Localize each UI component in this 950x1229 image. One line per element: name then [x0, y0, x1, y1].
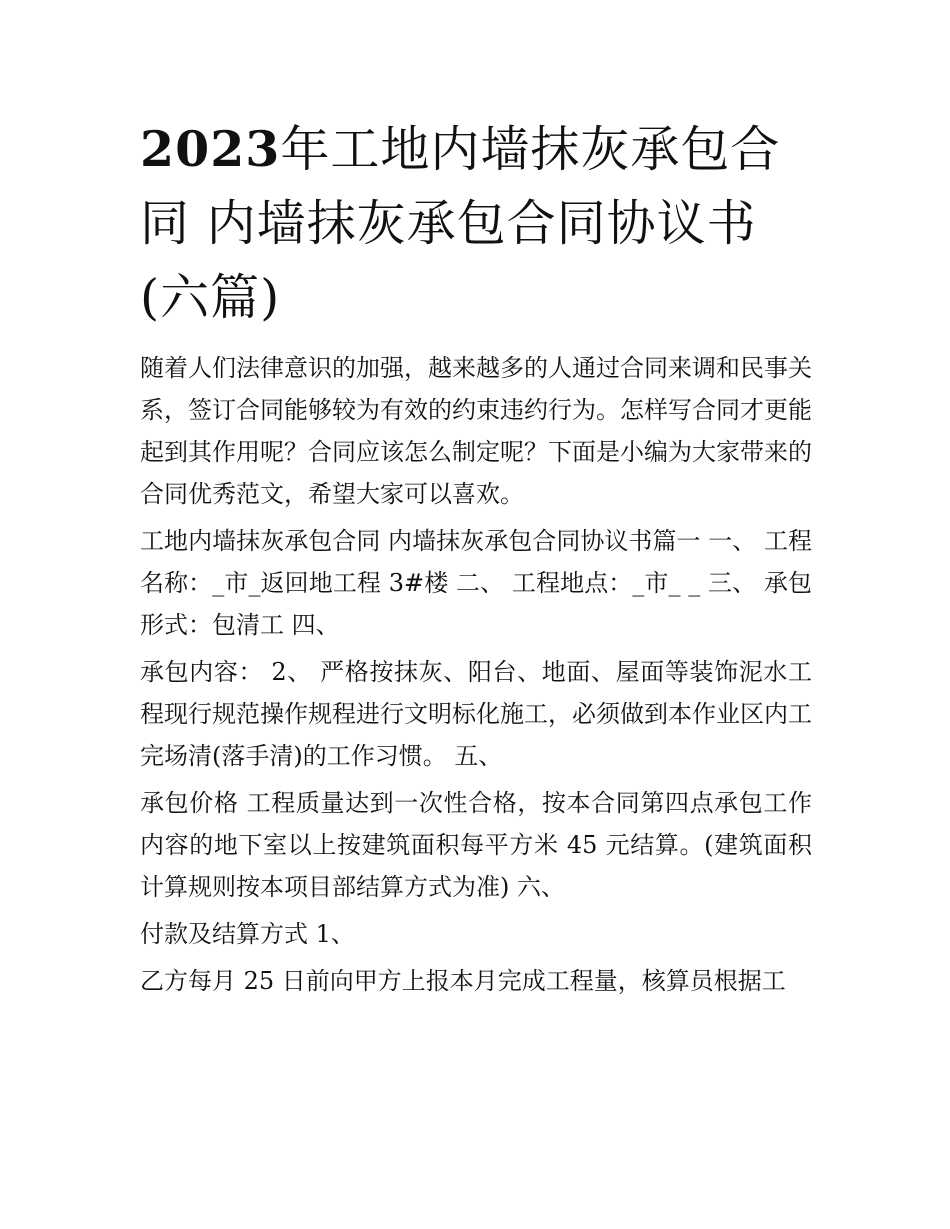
document-title — [140, 112, 812, 335]
contract-section-paragraph: 付款及结算方式 1、 — [140, 920, 355, 948]
intro-paragraph: 随着人们法律意识的加强，越来越多的人通过合同来调和民事关系，签订合同能够较为有效的约束违约行为。怎样写合同才更能起到其作用呢？合同应该怎么制定呢？下面是小编为大家带来的合同优秀范文，希望大家可以喜欢。 — [140, 354, 812, 508]
contract-section-paragraph: 承包价格 工程质量达到一次性合格，按本合同第四点承包工作内容的地下室以上按建筑面积每平方米 45 元结算。(建筑面积计算规则按本项目部结算方式为准) 六、 — [140, 789, 812, 901]
contract-section-paragraph: 工地内墙抹灰承包合同 内墙抹灰承包合同协议书篇一 一、 工程名称：_市_返回地工程 3#楼 二、 工程地点：_市_ _ 三、 承包形式：包清工 四、 — [140, 527, 812, 639]
document-title-text: 年工地内墙抹灰承包合同 内墙抹灰承包合同协议书(六篇) — [140, 121, 781, 326]
document-page — [140, 112, 812, 1007]
contract-section-paragraph: 乙方每月 25 日前向甲方上报本月完成工程量，核算员根据工 — [140, 967, 786, 995]
contract-section-paragraph: 承包内容： 2、 严格按抹灰、阳台、地面、屋面等装饰泥水工程现行规范操作规程进行文明标化施工，必须做到本作业区内工完场清(落手清)的工作习惯。 五、 — [140, 658, 812, 770]
document-title-year: 2023 — [140, 120, 281, 178]
